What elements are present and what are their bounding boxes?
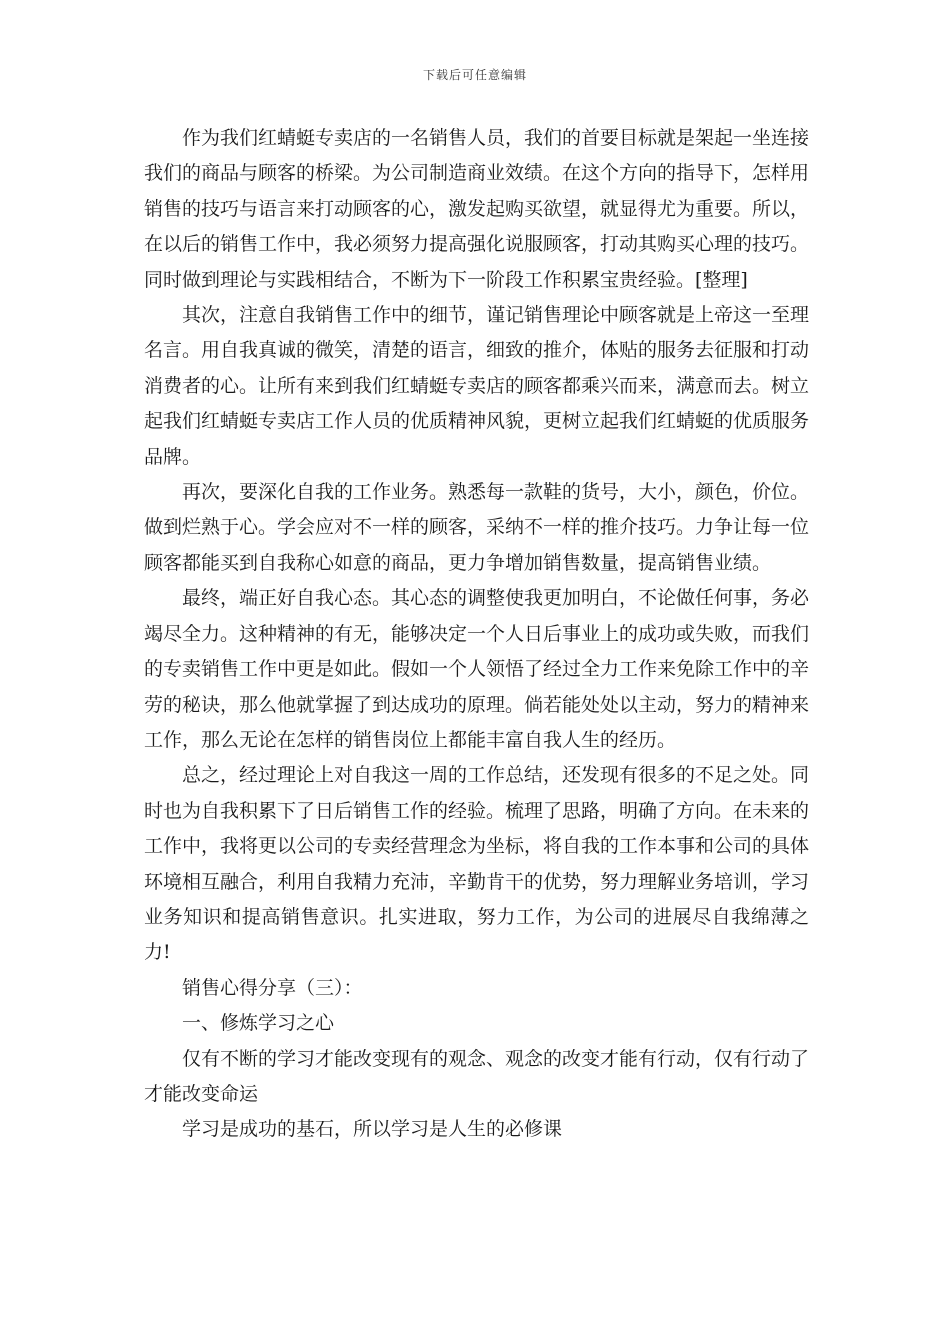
paragraph-7: 学习是成功的基石，所以学习是人生的必修课	[182, 1118, 563, 1141]
document-body	[144, 121, 809, 1148]
subsection-title: 一、修炼学习之心	[182, 1012, 335, 1035]
paragraph-1: 作为我们红蜻蜓专卖店的一名销售人员，我们的首要目标就是架起一坐连接我们的商品与顾客的桥梁。为公司制造商业效绩。在这个方向的指导下，怎样用销售的技巧与语言来打动顾客的心，激发起购买欲望，就显得尤为重要。所以，在以后的销售工作中，我必须努力提高强化说服顾客，打动其购买心理的技巧。同时做到理论与实践相结合，不断为下一阶段工作积累宝贵经验。[整理]	[144, 127, 810, 291]
section-title: 销售心得分享（三）：	[182, 976, 363, 999]
paragraph-5: 总之，经过理论上对自我这一周的工作总结，还发现有很多的不足之处。同时也为自我积累下了日后销售工作的经验。梳理了思路，明确了方向。在未来的工作中，我将更以公司的专卖经营理念为坐标，将自我的工作本事和公司的具体环境相互融合，利用自我精力充沛，辛勤肯干的优势，努力理解业务培训，学习业务知识和提高销售意识。扎实进取，努力工作，为公司的进展尽自我绵薄之力!	[144, 764, 810, 964]
paragraph-4: 最终，端正好自我心态。其心态的调整使我更加明白，不论做任何事，务必竭尽全力。这种精神的有无，能够决定一个人日后事业上的成功或失败，而我们的专卖销售工作中更是如此。假如一个人领悟了经过全力工作来免除工作中的辛劳的秘诀，那么他就掌握了到达成功的原理。倘若能处处以主动，努力的精神来工作，那么无论在怎样的销售岗位上都能丰富自我人生的经历。	[144, 587, 810, 751]
header-note: 下载后可任意编辑	[422, 68, 527, 82]
paragraph-3: 再次，要深化自我的工作业务。熟悉每一款鞋的货号，大小，颜色，价位。做到烂熟于心。学会应对不一样的顾客，采纳不一样的推介技巧。力争让每一位顾客都能买到自我称心如意的商品，更力争增加销售数量，提高销售业绩。	[144, 481, 810, 574]
paragraph-2: 其次，注意自我销售工作中的细节，谨记销售理论中顾客就是上帝这一至理名言。用自我真诚的微笑，清楚的语言，细致的推介，体贴的服务去征服和打动消费者的心。让所有来到我们红蜻蜓专卖店的顾客都乘兴而来，满意而去。树立起我们红蜻蜓专卖店工作人员的优质精神风貌，更树立起我们红蜻蜓的优质服务品牌。	[144, 304, 810, 468]
paragraph-6: 仅有不断的学习才能改变现有的观念、观念的改变才能有行动，仅有行动了才能改变命运	[144, 1047, 810, 1105]
